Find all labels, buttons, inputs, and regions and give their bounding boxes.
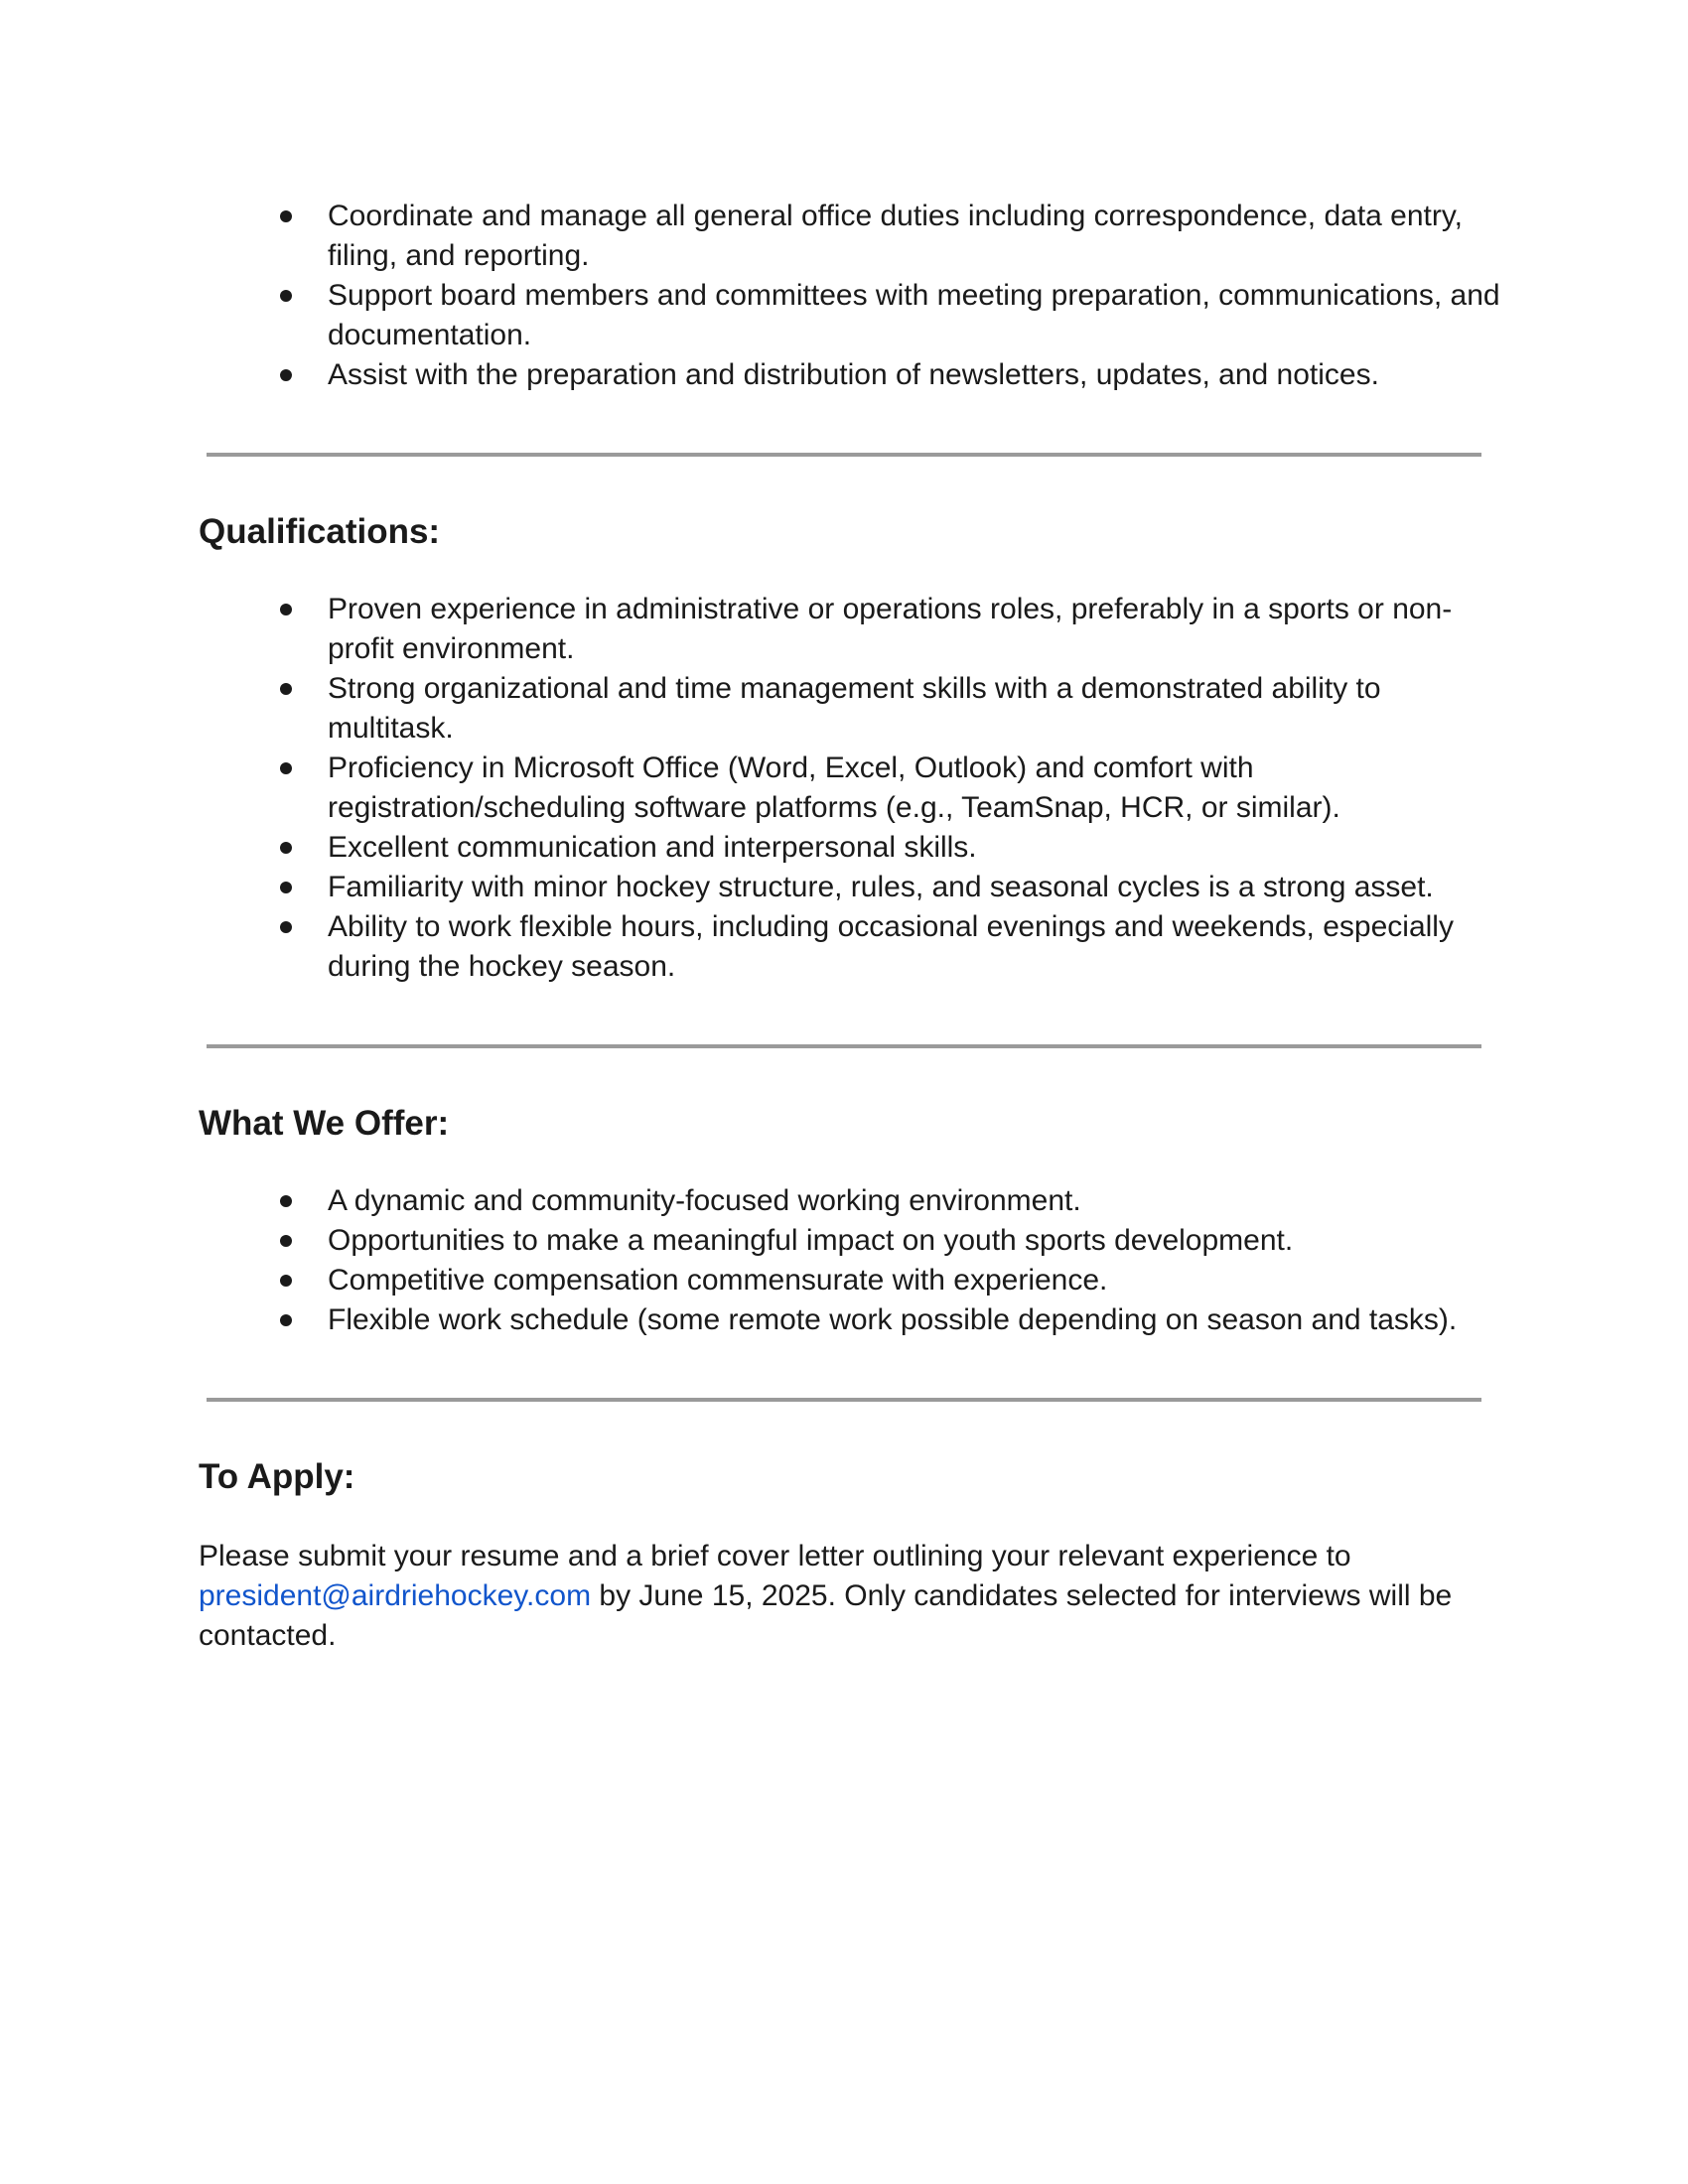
list-item-text: Excellent communication and interpersonal skills. [328,831,977,864]
bullet-icon [280,921,292,933]
list-item-text: Support board members and committees with meeting preparation, communications, and documentation. [328,279,1500,351]
bullet-icon [280,1195,292,1207]
bullet-icon [280,1275,292,1287]
bullet-icon [280,842,292,854]
qualifications-list [276,590,1468,987]
apply-text-after: by June 15, 2025. Only candidates selected for interviews will be contacted. [199,1579,1453,1652]
list-item [276,276,1507,355]
list-item-text: Assist with the preparation and distribution of newsletters, updates, and notices. [328,358,1379,391]
list-item-text: Proficiency in Microsoft Office (Word, Excel, Outlook) and comfort with registration/scheduling software platforms (e.g., TeamSnap, HCR, or similar). [328,751,1340,824]
list-item-text: Coordinate and manage all general office duties including correspondence, data entry, filing, and reporting. [328,200,1463,272]
list-item-text: Proven experience in administrative or operations roles, preferably in a sports or non-profit environment. [328,593,1453,665]
email-link[interactable]: president@airdriehockey.com [199,1579,592,1612]
offer-list [276,1181,1507,1340]
apply-paragraph [199,1537,1489,1656]
list-item-text: Strong organizational and time management skills with a demonstrated ability to multitask. [328,672,1381,745]
bullet-icon [280,762,292,774]
offer-heading: What We Offer: [199,1104,450,1143]
bullet-icon [280,290,292,302]
qualifications-heading: Qualifications: [199,512,441,551]
bullet-icon [280,604,292,615]
duties-list [276,197,1507,395]
bullet-icon [280,210,292,222]
list-item [276,828,1468,868]
list-item [276,1261,1507,1300]
list-item [276,868,1468,907]
list-item-text: Flexible work schedule (some remote work possible depending on season and tasks). [328,1303,1458,1336]
section-divider [207,453,1481,457]
list-item [276,590,1468,669]
list-item-text: Competitive compensation commensurate with experience. [328,1264,1108,1297]
list-item [276,749,1468,828]
list-item [276,669,1468,749]
list-item [276,1181,1507,1221]
section-divider [207,1044,1481,1048]
list-item [276,355,1507,395]
bullet-icon [280,683,292,695]
section-divider [207,1398,1481,1402]
bullet-icon [280,882,292,893]
list-item [276,197,1507,276]
list-item [276,1300,1507,1340]
list-item-text: A dynamic and community-focused working environment. [328,1184,1081,1217]
list-item-text: Opportunities to make a meaningful impact on youth sports development. [328,1224,1294,1257]
list-item [276,907,1468,987]
apply-text-before: Please submit your resume and a brief cover letter outlining your relevant experience to [199,1540,1351,1572]
list-item-text: Familiarity with minor hockey structure, rules, and seasonal cycles is a strong asset. [328,871,1434,903]
bullet-icon [280,1235,292,1247]
list-item-text: Ability to work flexible hours, including occasional evenings and weekends, especially during the hockey season. [328,910,1454,983]
bullet-icon [280,1314,292,1326]
list-item [276,1221,1507,1261]
bullet-icon [280,369,292,381]
apply-heading: To Apply: [199,1457,355,1496]
